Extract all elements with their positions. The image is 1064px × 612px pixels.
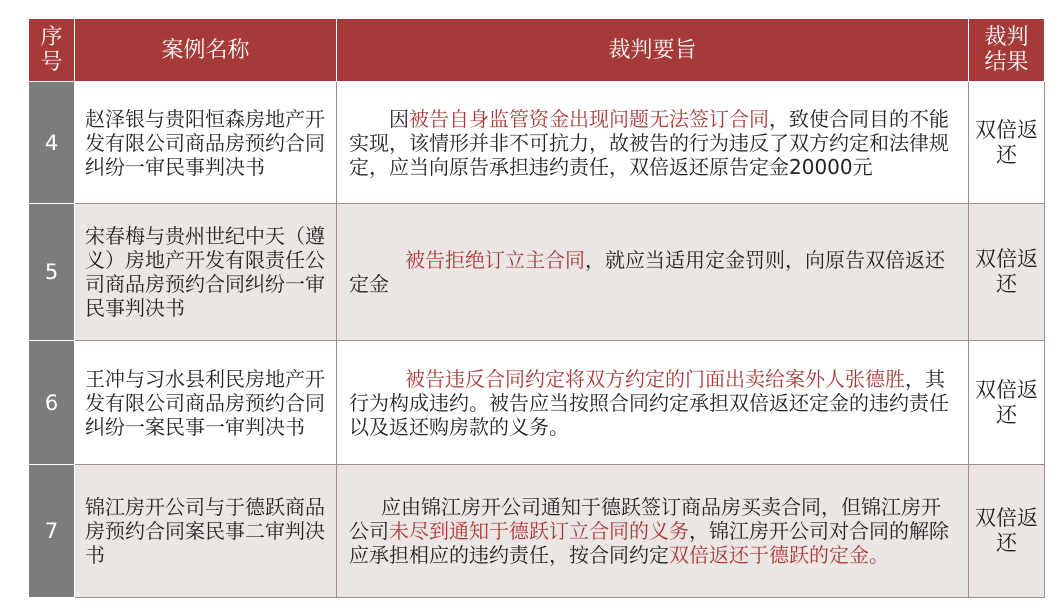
table-row xyxy=(29,82,1045,204)
case-result: 双倍返还 xyxy=(969,82,1045,204)
gist-text: 应由锦江房开公司通知于德跃签订商品房买卖合同，但锦江房开公司 xyxy=(349,495,941,543)
header-no: 序号 xyxy=(29,19,75,82)
case-gist xyxy=(337,82,969,204)
gist-text: ，锦江房开公司对合同的解除应承担相应的违约责任，按合同约定 xyxy=(349,519,949,567)
table-row xyxy=(29,204,1045,341)
row-number: 7 xyxy=(29,465,75,598)
gist-highlight: 被告拒绝订立主合同 xyxy=(405,248,585,272)
case-gist xyxy=(337,465,969,598)
gist-text: ，其行为构成违约。被告应当按照合同约定承担双倍返还定金的违约责任以及返还购房款的义务。 xyxy=(349,366,949,439)
case-name: 宋春梅与贵州世纪中天（遵义）房地产开发有限责任公司商品房预约合同纠纷一审民事判决书 xyxy=(75,204,337,341)
row-number: 5 xyxy=(29,204,75,341)
gist-highlight: 被告违反合同约定将双方约定的门面出卖给案外人张德胜 xyxy=(405,366,905,391)
header-gist: 裁判要旨 xyxy=(337,19,969,82)
case-gist xyxy=(337,341,969,465)
gist-text: ，致使合同目的不能实现，该情形并非不可抗力，故被告的行为违反了双方约定和法律规定，应当向原告承担违约责任，双倍返还原告定金20000元 xyxy=(349,106,949,179)
gist-text: 因 xyxy=(389,106,409,131)
case-result: 双倍返还 xyxy=(969,341,1045,465)
case-gist xyxy=(337,204,969,341)
case-name: 锦江房开公司与于德跃商品房预约合同案民事二审判决书 xyxy=(75,465,337,598)
gist-highlight: 双倍返还于德跃的定金。 xyxy=(669,543,889,567)
case-name: 赵泽银与贵阳恒森房地产开发有限公司商品房预约合同纠纷一审民事判决书 xyxy=(75,82,337,204)
gist-highlight: 未尽到通知于德跃订立合同的义务 xyxy=(389,519,689,543)
case-result: 双倍返还 xyxy=(969,465,1045,598)
row-number: 4 xyxy=(29,82,75,204)
case-table xyxy=(28,18,1045,598)
gist-text: ，就应当适用定金罚则，向原告双倍返还定金 xyxy=(349,248,945,296)
case-name: 王冲与习水县利民房地产开发有限公司商品房预约合同纠纷一案民事一审判决书 xyxy=(75,341,337,465)
header-result: 裁判结果 xyxy=(969,19,1045,82)
row-number: 6 xyxy=(29,341,75,465)
case-table-container xyxy=(28,18,1044,596)
case-result: 双倍返还 xyxy=(969,204,1045,341)
table-row xyxy=(29,465,1045,598)
table-row xyxy=(29,341,1045,465)
header-name: 案例名称 xyxy=(75,19,337,82)
header-row xyxy=(29,19,1045,82)
gist-highlight: 被告自身监管资金出现问题无法签订合同 xyxy=(409,106,769,131)
